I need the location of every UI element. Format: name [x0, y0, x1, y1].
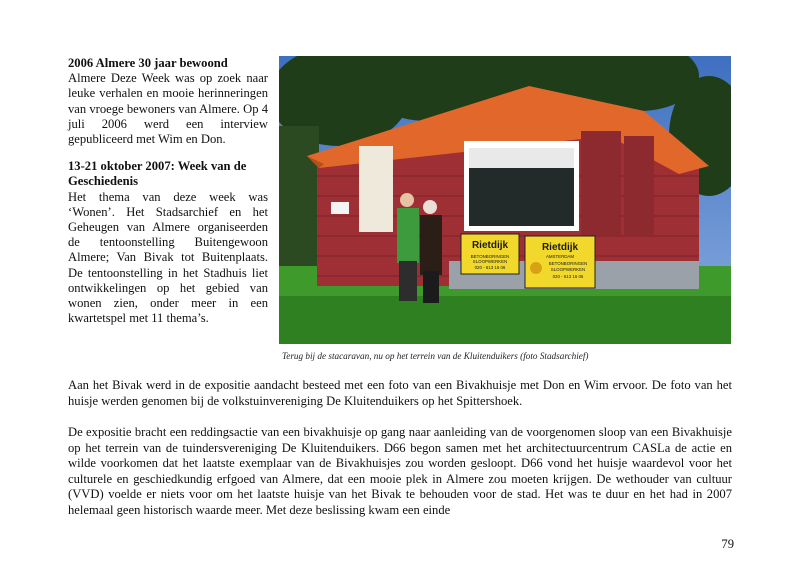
svg-text:BETONBORINGEN: BETONBORINGEN	[548, 261, 588, 266]
body-paragraph-2: De expositie bracht een reddingsactie van een bivakhuisje op gang naar aanleiding van de voorgenomen sloop van een Bivakhuisje op het terrein van de tuindersvereniging De Kluitenduikers. D66 begon samen met het architectuurcentrum CASLa de actie en wilde voorkomen dat het laatste exemplaar van de Bivakhuisjes zou worden gesloopt. D66 vond het huisje waardevol voor het culturele en geschiedkundig erfgoed van Almere, dat een mooie plek in Almere zou moeten krijgen. De wethouder van cultuur (VVD) voelde er niets voor om het laatste huisje van het Bivak te behouden voor de stad. Het was te duur en het had in 2007 helemaal geen historisch waarde meer. Met deze beslissing kwam een einde	[68, 425, 732, 517]
section-heading-2007: 13-21 oktober 2007: Week van de Geschiedenis	[68, 159, 247, 189]
left-column	[68, 56, 268, 326]
svg-text:SLOOPWERKEN: SLOOPWERKEN	[550, 267, 586, 272]
photo-illustration	[279, 56, 731, 344]
svg-text:SLOOPWERKEN: SLOOPWERKEN	[472, 259, 508, 264]
page-number: 79	[721, 537, 734, 551]
svg-text:020 - 613 16 06: 020 - 613 16 06	[474, 265, 506, 270]
section-text-2006: Almere Deze Week was op zoek naar leuke verhalen en mooie herinneringen van vroege bewoners van Almere. Op 4 juli 2006 werd een interview gepubliceerd met Wim en Don.	[68, 71, 268, 147]
svg-text:Rietdijk: Rietdijk	[471, 240, 509, 251]
svg-text:Rietdijk: Rietdijk	[541, 242, 579, 253]
photo-caption: Terug bij de stacaravan, nu op het terrein van de Kluitenduikers (foto Stadsarchief)	[282, 351, 589, 361]
rietdijk-sign-left	[461, 234, 519, 274]
svg-text:020 - 613 16 06: 020 - 613 16 06	[552, 274, 584, 279]
section-text-2007: Het thema van deze week was ‘Wonen’. Het Stadsarchief en het Geheugen van Almere organiseerden de tentoonstelling Buitengewoon Almere; Van Bivak tot Buitenplaats. De tentoonstelling in het Stadhuis liet ontwikkelingen op het gebied van wonen zien, onder meer in een kwartetspel met 11 thema’s.	[68, 189, 268, 326]
section-heading-2006: 2006 Almere 30 jaar bewoond	[68, 56, 228, 70]
rietdijk-sign-right	[525, 236, 595, 288]
photo-bivakhuisje	[279, 56, 731, 344]
body-paragraph-1: Aan het Bivak werd in de expositie aandacht besteed met een foto van een Bivakhuisje met Don en Wim ervoor. De foto van het huisje werden genomen bij de volkstuinvereniging De Kluitenduikers op het Spittershoek.	[68, 378, 732, 408]
svg-text:BETONBORINGEN: BETONBORINGEN	[470, 254, 510, 259]
svg-text:AMSTERDAM: AMSTERDAM	[545, 254, 575, 259]
